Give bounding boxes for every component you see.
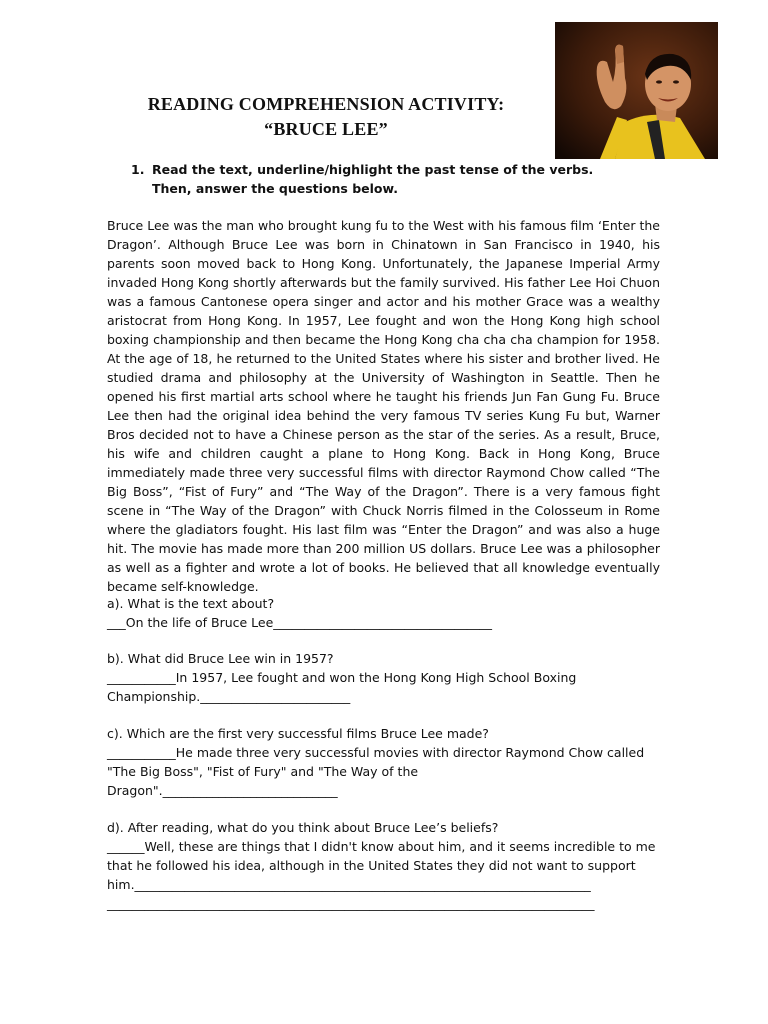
- instruction-line-1: Read the text, underline/highlight the past tense of the verbs.: [152, 162, 594, 177]
- answer-line[interactable]: him._________________________________________________________________________: [107, 877, 591, 892]
- answer-line[interactable]: Championship.________________________: [107, 689, 351, 704]
- question-text: d). After reading, what do you think about Bruce Lee’s beliefs?: [107, 820, 499, 835]
- question-a: [107, 594, 667, 632]
- question-text: a). What is the text about?: [107, 596, 275, 611]
- instruction-number: 1.: [131, 162, 145, 177]
- instruction-line-2: Then, answer the questions below.: [152, 181, 399, 196]
- question-text: b). What did Bruce Lee win in 1957?: [107, 651, 334, 666]
- instruction: [131, 160, 593, 198]
- worksheet-title: READING COMPREHENSION ACTIVITY:: [147, 94, 505, 114]
- question-d: [107, 818, 667, 913]
- question-text: c). Which are the first very successful films Bruce Lee made?: [107, 726, 489, 741]
- answer-line[interactable]: ___________In 1957, Lee fought and won the Hong Kong High School Boxing: [107, 670, 577, 685]
- worksheet-subtitle: “BRUCE LEE”: [264, 119, 388, 139]
- bruce-lee-photo: [555, 22, 718, 159]
- question-b: [107, 649, 667, 706]
- question-c: [107, 724, 667, 800]
- answer-line[interactable]: "The Big Boss", "Fist of Fury" and "The Way of the: [107, 764, 419, 779]
- answer-line[interactable]: ______________________________________________________________________________: [107, 896, 595, 911]
- answer-line[interactable]: ___________He made three very successful movies with director Raymond Chow called: [107, 745, 645, 760]
- answer-line[interactable]: Dragon".____________________________: [107, 783, 338, 798]
- answer-line[interactable]: ______Well, these are things that I didn't know about him, and it seems incredible to me: [107, 839, 656, 854]
- bruce-lee-photo-illustration: [555, 22, 718, 159]
- answer-line[interactable]: ___On the life of Bruce Lee___________________________________: [107, 615, 493, 630]
- answer-line[interactable]: that he followed his idea, although in the United States they did not want to support: [107, 858, 636, 873]
- reading-passage: Bruce Lee was the man who brought kung fu to the West with his famous film ‘Enter the Dragon’. Although Bruce Lee was born in Chinatown in San Francisco in 1940, his parents soon moved back to Hong Kong. Unfortunately, the Japanese Imperial Army invaded Hong Kong shortly afterwards but the family survived. His father Lee Hoi Chuon was a famous Cantonese opera singer and actor and his mother Grace was a wealthy aristocrat from Hong Kong. In 1957, Lee fought and won the Hong Kong high school boxing championship and then became the Hong Kong cha cha cha champion for 1958. At the age of 18, he returned to the United States where his sister and brother lived. He studied drama and philosophy at the University of Washington in Seattle. Then he opened his first martial arts school where he taught his friends Jun Fan Gung Fu. Bruce Lee then had the original idea behind the very famous TV series Kung Fu but, Warner Bros decided not to have a Chinese person as the star of the series. As a result, Bruce, his wife and children caught a plane to Hong Kong. Back in Hong Kong, Bruce immediately made three very successful films with director Raymond Chow called “The Big Boss”, “Fist of Fury” and “The Way of the Dragon”. There is a very famous fight scene in “The Way of the Dragon” with Chuck Norris filmed in the Colosseum in Rome where the gladiators fought. His last film was “Enter the Dragon” and was also a huge hit. The movie has made more than 200 million US dollars. Bruce Lee was a philosopher as well as a fighter and wrote a lot of books. He believed that all knowledge eventually became self-knowledge.: [107, 218, 660, 594]
